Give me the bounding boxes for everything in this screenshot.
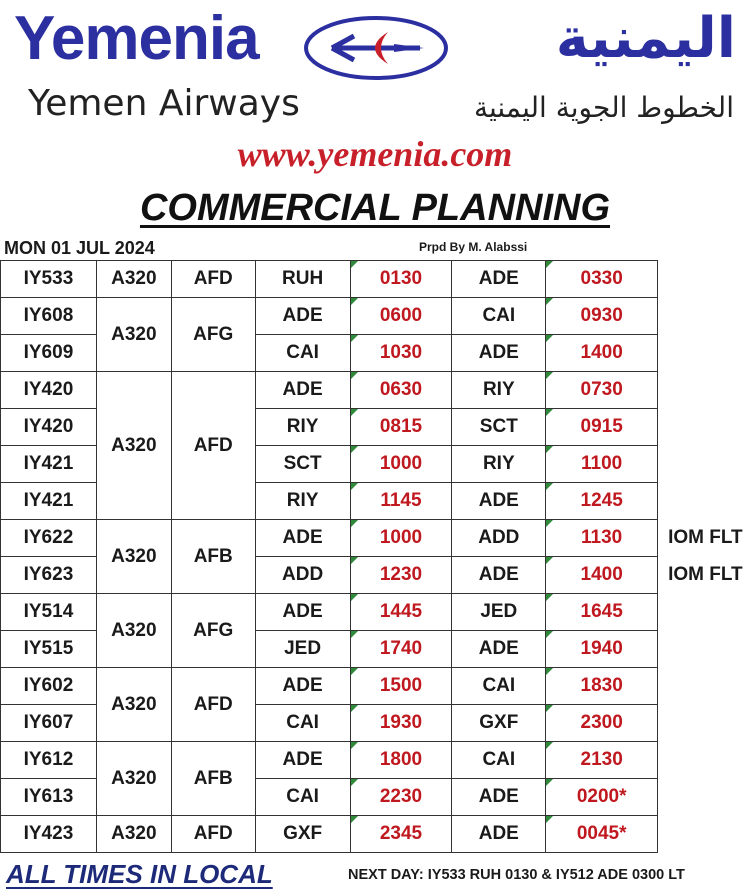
departure-cell: GXF (255, 816, 350, 853)
brand-name-en: Yemenia (14, 4, 259, 73)
remark-cell (658, 631, 750, 668)
table-row (1, 594, 750, 631)
arrival-cell: CAI (452, 298, 546, 335)
arrival-time-cell: 1830 (546, 668, 658, 705)
departure-time-cell: 1000 (350, 446, 452, 483)
flight-number-cell: IY612 (1, 742, 97, 779)
aircraft-type-cell: A320 (96, 594, 171, 668)
flight-number-cell: IY607 (1, 705, 97, 742)
remark-cell (658, 372, 750, 409)
departure-cell: SCT (255, 446, 350, 483)
times-note: ALL TIMES IN LOCAL (6, 859, 273, 889)
departure-cell: RIY (255, 483, 350, 520)
arrival-time-cell: 0200* (546, 779, 658, 816)
arrival-cell: ADE (452, 483, 546, 520)
aircraft-reg-cell: AFD (171, 261, 255, 298)
brand-name-ar: اليمنية (555, 6, 736, 71)
aircraft-reg-cell: AFD (171, 372, 255, 520)
departure-cell: CAI (255, 335, 350, 372)
remark-cell (658, 409, 750, 446)
departure-cell: RUH (255, 261, 350, 298)
arrival-cell: RIY (452, 372, 546, 409)
arrival-time-cell: 0730 (546, 372, 658, 409)
departure-time-cell: 1000 (350, 520, 452, 557)
arrival-cell: ADE (452, 631, 546, 668)
departure-cell: ADE (255, 668, 350, 705)
table-row (1, 298, 750, 335)
arrival-cell: CAI (452, 742, 546, 779)
flight-number-cell: IY623 (1, 557, 97, 594)
departure-time-cell: 0600 (350, 298, 452, 335)
aircraft-reg-cell: AFG (171, 298, 255, 372)
page-title: COMMERCIAL PLANNING (139, 187, 611, 229)
departure-time-cell: 1230 (350, 557, 452, 594)
arrival-time-cell: 1100 (546, 446, 658, 483)
aircraft-reg-cell: AFG (171, 594, 255, 668)
flight-number-cell: IY608 (1, 298, 97, 335)
aircraft-type-cell: A320 (96, 298, 171, 372)
aircraft-type-cell: A320 (96, 520, 171, 594)
table-row (1, 372, 750, 409)
departure-cell: JED (255, 631, 350, 668)
flight-number-cell: IY602 (1, 668, 97, 705)
aircraft-type-cell: A320 (96, 372, 171, 520)
flight-number-cell: IY622 (1, 520, 97, 557)
departure-time-cell: 0815 (350, 409, 452, 446)
arrival-cell: ADE (452, 816, 546, 853)
aircraft-type-cell: A320 (96, 668, 171, 742)
table-row (1, 261, 750, 298)
arrival-time-cell: 1130 (546, 520, 658, 557)
flight-schedule-table (0, 260, 750, 853)
departure-cell: CAI (255, 779, 350, 816)
departure-time-cell: 2345 (350, 816, 452, 853)
arrival-time-cell: 1645 (546, 594, 658, 631)
arrival-cell: ADD (452, 520, 546, 557)
arrival-cell: ADE (452, 557, 546, 594)
departure-time-cell: 0130 (350, 261, 452, 298)
arrival-cell: JED (452, 594, 546, 631)
departure-cell: CAI (255, 705, 350, 742)
remark-cell (658, 594, 750, 631)
departure-time-cell: 1145 (350, 483, 452, 520)
aircraft-reg-cell: AFD (171, 668, 255, 742)
table-row (1, 816, 750, 853)
departure-time-cell: 1740 (350, 631, 452, 668)
remark-cell (658, 298, 750, 335)
arrival-time-cell: 0930 (546, 298, 658, 335)
remark-cell (658, 668, 750, 705)
aircraft-reg-cell: AFD (171, 816, 255, 853)
website-url: www.yemenia.com (237, 134, 513, 174)
arrival-time-cell: 1245 (546, 483, 658, 520)
arrival-time-cell: 0330 (546, 261, 658, 298)
departure-cell: ADE (255, 520, 350, 557)
departure-time-cell: 0630 (350, 372, 452, 409)
aircraft-type-cell: A320 (96, 816, 171, 853)
flight-number-cell: IY420 (1, 409, 97, 446)
aircraft-type-cell: A320 (96, 742, 171, 816)
flight-number-cell: IY514 (1, 594, 97, 631)
flight-number-cell: IY421 (1, 446, 97, 483)
arrival-cell: ADE (452, 779, 546, 816)
departure-time-cell: 1930 (350, 705, 452, 742)
flight-number-cell: IY515 (1, 631, 97, 668)
departure-cell: ADD (255, 557, 350, 594)
table-row (1, 742, 750, 779)
arrival-time-cell: 0915 (546, 409, 658, 446)
remark-cell (658, 705, 750, 742)
departure-cell: RIY (255, 409, 350, 446)
remark-cell (658, 742, 750, 779)
departure-time-cell: 1500 (350, 668, 452, 705)
remark-cell: IOM FLT (668, 564, 743, 585)
remark-cell (658, 483, 750, 520)
departure-cell: ADE (255, 742, 350, 779)
aircraft-reg-cell: AFB (171, 520, 255, 594)
prepared-by: Prpd By M. Alabssi (419, 240, 528, 254)
departure-time-cell: 2230 (350, 779, 452, 816)
airline-logo-icon (302, 14, 450, 82)
remark-cell: IOM FLT (668, 527, 743, 548)
aircraft-reg-cell: AFB (171, 742, 255, 816)
flight-number-cell: IY613 (1, 779, 97, 816)
arrival-time-cell: 1940 (546, 631, 658, 668)
arrival-time-cell: 2300 (546, 705, 658, 742)
schedule-date: MON 01 JUL 2024 (4, 238, 155, 258)
next-day-note: NEXT DAY: IY533 RUH 0130 & IY512 ADE 0300 LT (348, 867, 685, 883)
departure-cell: ADE (255, 594, 350, 631)
flight-number-cell: IY421 (1, 483, 97, 520)
departure-cell: ADE (255, 372, 350, 409)
departure-time-cell: 1800 (350, 742, 452, 779)
flight-number-cell: IY533 (1, 261, 97, 298)
remark-cell (658, 446, 750, 483)
remark-cell (658, 335, 750, 372)
aircraft-type-cell: A320 (96, 261, 171, 298)
remark-cell (658, 261, 750, 298)
arrival-cell: GXF (452, 705, 546, 742)
departure-cell: ADE (255, 298, 350, 335)
arrival-time-cell: 1400 (546, 335, 658, 372)
flight-number-cell: IY420 (1, 372, 97, 409)
arrival-cell: SCT (452, 409, 546, 446)
arrival-cell: RIY (452, 446, 546, 483)
flight-number-cell: IY609 (1, 335, 97, 372)
remark-cell (658, 816, 750, 853)
departure-time-cell: 1030 (350, 335, 452, 372)
table-row (1, 520, 750, 557)
table-row (1, 668, 750, 705)
arrival-cell: ADE (452, 335, 546, 372)
arrival-cell: ADE (452, 261, 546, 298)
brand-subtitle-en: Yemen Airways (28, 83, 300, 124)
remark-cell (658, 779, 750, 816)
departure-time-cell: 1445 (350, 594, 452, 631)
flight-number-cell: IY423 (1, 816, 97, 853)
brand-subtitle-ar: الخطوط الجوية اليمنية (473, 91, 734, 124)
arrival-cell: CAI (452, 668, 546, 705)
arrival-time-cell: 1400 (546, 557, 658, 594)
arrival-time-cell: 2130 (546, 742, 658, 779)
arrival-time-cell: 0045* (546, 816, 658, 853)
